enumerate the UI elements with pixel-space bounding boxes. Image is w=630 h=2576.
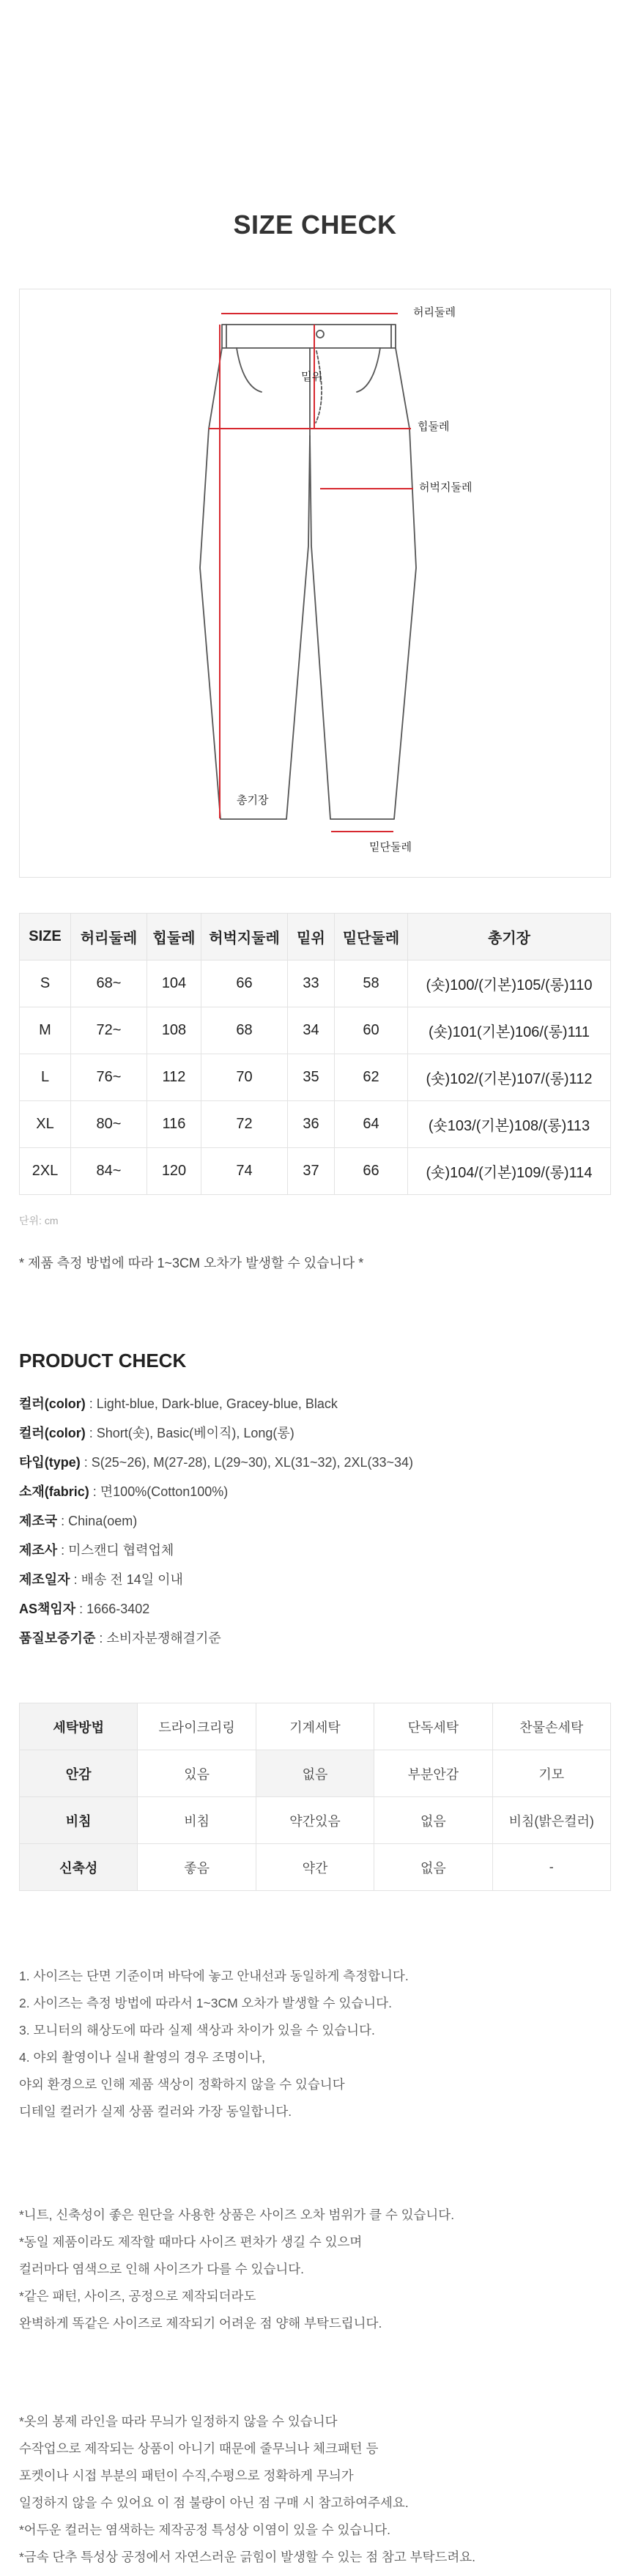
size-cell: 2XL — [20, 1148, 71, 1195]
care-option: 단독세탁 — [374, 1703, 492, 1750]
note-line: 포켓이나 시접 부분의 패턴이 수직,수평으로 정확하게 무늬가 — [19, 2468, 354, 2483]
hem-label: 밑단둘레 — [369, 841, 412, 854]
size-cell: M — [20, 1007, 71, 1054]
spec-value: : 소비자분쟁해결기준 — [95, 1631, 221, 1646]
pants-size-diagram — [19, 289, 611, 878]
length-cell: (숏)104/(기본)109/(롱)114 — [408, 1148, 611, 1195]
note-line: 1. 사이즈는 단면 기준이며 바닥에 놓고 안내선과 동일하게 측정합니다. — [19, 1969, 409, 1983]
fabric-care-table — [19, 1703, 611, 1891]
care-option: 없음 — [374, 1797, 492, 1844]
spec-value: : Short(숏), Basic(베이직), Long(롱) — [85, 1426, 294, 1440]
hem-cell: 66 — [335, 1148, 408, 1195]
hem-header: 밑단둘레 — [335, 914, 408, 961]
care-row-head: 안감 — [20, 1750, 138, 1797]
size-header: SIZE — [20, 914, 71, 961]
length-cell: (숏)102/(기본)107/(롱)112 — [408, 1054, 611, 1101]
thigh-header: 허벅지둘레 — [201, 914, 288, 961]
size-cell: XL — [20, 1101, 71, 1148]
waist-cell: 72~ — [71, 1007, 147, 1054]
care-row-sheerness — [20, 1797, 611, 1844]
hem-cell: 64 — [335, 1101, 408, 1148]
hip-cell: 116 — [147, 1101, 201, 1148]
note-line: 컬러마다 염색으로 인해 사이즈가 다를 수 있습니다. — [19, 2262, 305, 2276]
pants-outline — [200, 325, 416, 819]
care-option: - — [492, 1844, 610, 1891]
waist-label: 허리둘레 — [413, 306, 456, 319]
care-option: 약간있음 — [256, 1797, 374, 1844]
spec-row — [19, 1511, 413, 1540]
care-option: 드라이크리링 — [138, 1703, 256, 1750]
length-label: 총기장 — [237, 794, 269, 807]
note-line: 수작업으로 제작되는 상품이 아니기 때문에 줄무늬나 체크패턴 등 — [19, 2441, 379, 2456]
measure-lines — [209, 314, 413, 832]
hip-label: 힙둘레 — [418, 421, 450, 433]
care-option: 비침 — [138, 1797, 256, 1844]
care-option: 좋음 — [138, 1844, 256, 1891]
spec-label: 컬러(color) — [19, 1396, 86, 1411]
spec-label: 소재(fabric) — [19, 1484, 89, 1499]
note-line: *금속 단추 특성상 공정에서 자연스러운 긁힘이 발생할 수 있는 점 참고 부탁드려요. — [19, 2550, 476, 2564]
care-option: 약간 — [256, 1844, 374, 1891]
note-line: 4. 야외 촬영이나 실내 촬영의 경우 조명이나, — [19, 2050, 266, 2065]
unit-note: 단위: cm — [19, 1215, 59, 1226]
note-line: *옷의 봉제 라인을 따라 무늬가 일정하지 않을 수 있습니다 — [19, 2414, 338, 2429]
note-line: *같은 패턴, 사이즈, 공정으로 제작되더라도 — [19, 2289, 256, 2303]
waist-header: 허리둘레 — [71, 914, 147, 961]
hip-cell: 120 — [147, 1148, 201, 1195]
spec-value: : 면100%(Cotton100%) — [89, 1484, 229, 1499]
spec-value: : Light-blue, Dark-blue, Gracey-blue, Black — [85, 1396, 338, 1411]
care-option: 있음 — [138, 1750, 256, 1797]
spec-label: AS책임자 — [19, 1602, 76, 1616]
care-row-washing — [20, 1703, 611, 1750]
notes-measurement — [19, 1966, 409, 2129]
spec-row — [19, 1394, 413, 1423]
spec-label: 컬러(color) — [19, 1426, 86, 1440]
note-line: 디테일 컬러가 실제 상품 컬러와 가장 동일합니다. — [19, 2104, 292, 2119]
spec-label: 제조국 — [19, 1514, 58, 1528]
length-cell: (숏)100/(기본)105/(롱)110 — [408, 961, 611, 1007]
hem-cell: 62 — [335, 1054, 408, 1101]
care-option: 비침(밝은컬러) — [492, 1797, 610, 1844]
care-option: 부분안감 — [374, 1750, 492, 1797]
care-option: 기계세탁 — [256, 1703, 374, 1750]
care-row-stretch — [20, 1844, 611, 1891]
care-row-head: 비침 — [20, 1797, 138, 1844]
table-row — [20, 961, 611, 1007]
thigh-cell: 74 — [201, 1148, 288, 1195]
product-spec-list — [19, 1394, 413, 1657]
note-line: *동일 제품이라도 제작할 때마다 사이즈 편차가 생길 수 있으며 — [19, 2235, 363, 2249]
length-header: 총기장 — [408, 914, 611, 961]
hip-cell: 108 — [147, 1007, 201, 1054]
waist-cell: 76~ — [71, 1054, 147, 1101]
length-cell: (숏103/(기본)108/(롱)113 — [408, 1101, 611, 1148]
size-table-header-row — [20, 914, 611, 961]
note-line: 2. 사이즈는 측정 방법에 따라서 1~3CM 오차가 발생할 수 있습니다. — [19, 1996, 392, 2010]
care-option-selected: 없음 — [256, 1750, 374, 1797]
rise-cell: 33 — [288, 961, 335, 1007]
care-option: 기모 — [492, 1750, 610, 1797]
spec-row — [19, 1452, 413, 1481]
thigh-cell: 72 — [201, 1101, 288, 1148]
spec-row — [19, 1423, 413, 1452]
spec-value: : 배송 전 14일 이내 — [70, 1572, 183, 1587]
spec-value: : China(oem) — [57, 1514, 138, 1528]
rise-header: 밑위 — [288, 914, 335, 961]
spec-row — [19, 1599, 413, 1628]
care-row-head: 신축성 — [20, 1844, 138, 1891]
note-line: 완벽하게 똑같은 사이즈로 제작되기 어려운 점 양해 부탁드립니다. — [19, 2316, 382, 2331]
table-row — [20, 1101, 611, 1148]
rise-label: 밑위 — [301, 371, 322, 383]
hip-cell: 104 — [147, 961, 201, 1007]
notes-size-variance — [19, 2205, 454, 2341]
care-option: 찬물손세탁 — [492, 1703, 610, 1750]
note-line: 3. 모니터의 해상도에 따라 실제 색상과 차이가 있을 수 있습니다. — [19, 2023, 375, 2038]
care-row-lining — [20, 1750, 611, 1797]
waist-cell: 84~ — [71, 1148, 147, 1195]
notes-pattern-color — [19, 2412, 475, 2575]
note-line: *니트, 신축성이 좋은 원단을 사용한 상품은 사이즈 오차 범위가 클 수 있습니다. — [19, 2207, 455, 2222]
rise-cell: 36 — [288, 1101, 335, 1148]
hem-cell: 58 — [335, 961, 408, 1007]
size-cell: S — [20, 961, 71, 1007]
note-line: 일정하지 않을 수 있어요 이 점 불량이 아닌 점 구매 시 참고하여주세요. — [19, 2495, 409, 2510]
spec-row — [19, 1628, 413, 1657]
thigh-label: 허벅지둘레 — [419, 481, 472, 494]
product-check-title: PRODUCT CHECK — [19, 1350, 187, 1372]
thigh-cell: 66 — [201, 961, 288, 1007]
thigh-cell: 70 — [201, 1054, 288, 1101]
note-line: 야외 환경으로 인해 제품 색상이 정확하지 않을 수 있습니다 — [19, 2077, 345, 2092]
rise-cell: 34 — [288, 1007, 335, 1054]
spec-label: 타입(type) — [19, 1455, 81, 1470]
spec-row — [19, 1569, 413, 1599]
hip-header: 힙둘레 — [147, 914, 201, 961]
spec-label: 제조일자 — [19, 1572, 70, 1587]
waist-cell: 80~ — [71, 1101, 147, 1148]
spec-value: : 미스캔디 협력업체 — [57, 1543, 174, 1558]
spec-row — [19, 1481, 413, 1511]
note-line: *어두운 컬러는 염색하는 제작공정 특성상 이염이 있을 수 있습니다. — [19, 2523, 391, 2537]
size-cell: L — [20, 1054, 71, 1101]
spec-label: 품질보증기준 — [19, 1631, 96, 1646]
table-row — [20, 1148, 611, 1195]
spec-label: 제조사 — [19, 1543, 58, 1558]
hip-cell: 112 — [147, 1054, 201, 1101]
hem-cell: 60 — [335, 1007, 408, 1054]
rise-cell: 35 — [288, 1054, 335, 1101]
care-option: 없음 — [374, 1844, 492, 1891]
size-check-title: SIZE CHECK — [233, 210, 397, 240]
size-table — [19, 913, 611, 1195]
table-row — [20, 1007, 611, 1054]
measurement-error-note: * 제품 측정 방법에 따라 1~3CM 오차가 발생할 수 있습니다 * — [19, 1256, 364, 1270]
care-row-head: 세탁방법 — [20, 1703, 138, 1750]
spec-value: : S(25~26), M(27-28), L(29~30), XL(31~32), 2XL(33~34) — [80, 1455, 414, 1470]
rise-cell: 37 — [288, 1148, 335, 1195]
table-row — [20, 1054, 611, 1101]
spec-value: : 1666-3402 — [75, 1602, 150, 1616]
length-cell: (숏)101(기본)106/(롱)111 — [408, 1007, 611, 1054]
spec-row — [19, 1540, 413, 1569]
thigh-cell: 68 — [201, 1007, 288, 1054]
waist-cell: 68~ — [71, 961, 147, 1007]
